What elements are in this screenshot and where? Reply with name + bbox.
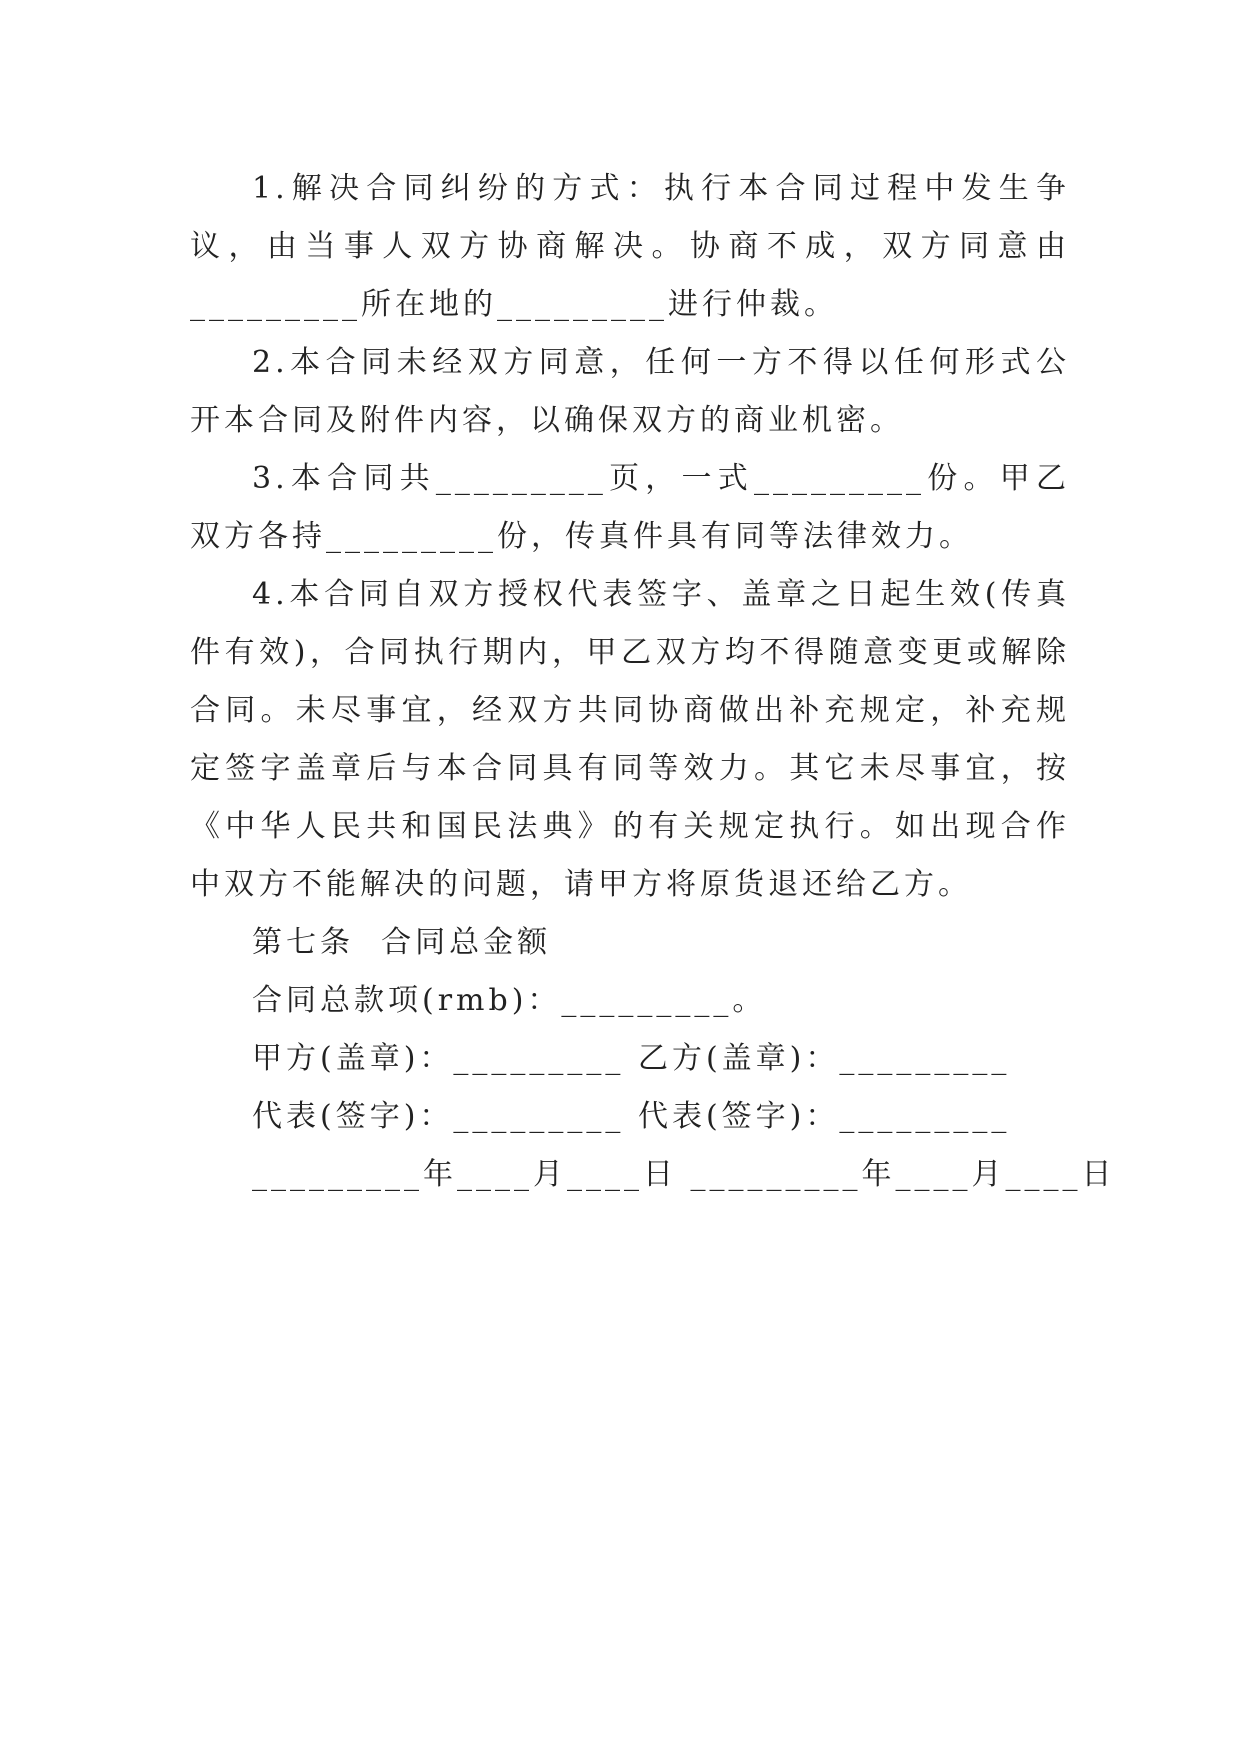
date-line: _________年____月____日 _________年____月____日 bbox=[252, 1157, 1116, 1192]
clause-1-dispute-resolution: 1.解决合同纠纷的方式：执行本合同过程中发生争议，由当事人双方协商解决。协商不成，双方同意由_________所在地的_________进行仲裁。 bbox=[190, 171, 1070, 322]
clause-3-copies: 3.本合同共_________页，一式_________份。甲乙双方各持_________份，传真件具有同等法律效力。 bbox=[190, 461, 1070, 554]
document-body bbox=[190, 160, 1116, 1204]
clause-4-effectiveness: 4.本合同自双方授权代表签字、盖章之日起生效(传真件有效)，合同执行期内，甲乙双方均不得随意变更或解除合同。未尽事宜，经双方共同协商做出补充规定，补充规定签字盖章后与本合同具有同等效力。其它未尽事宜，按《中华人民共和国民法典》的有关规定执行。如出现合作中双方不能解决的问题，请甲方将原货退还给乙方。 bbox=[190, 577, 1070, 902]
clause-2-confidentiality: 2.本合同未经双方同意，任何一方不得以任何形式公开本合同及附件内容，以确保双方的商业机密。 bbox=[190, 345, 1070, 438]
signature-line: 代表(签字)：_________ 代表(签字)：_________ bbox=[252, 1099, 1011, 1134]
article-7-title: 第七条 合同总金额 bbox=[252, 925, 552, 960]
total-amount-line: 合同总款项(rmb)：_________。 bbox=[252, 983, 767, 1018]
seal-line: 甲方(盖章)：_________ 乙方(盖章)：_________ bbox=[252, 1041, 1011, 1076]
